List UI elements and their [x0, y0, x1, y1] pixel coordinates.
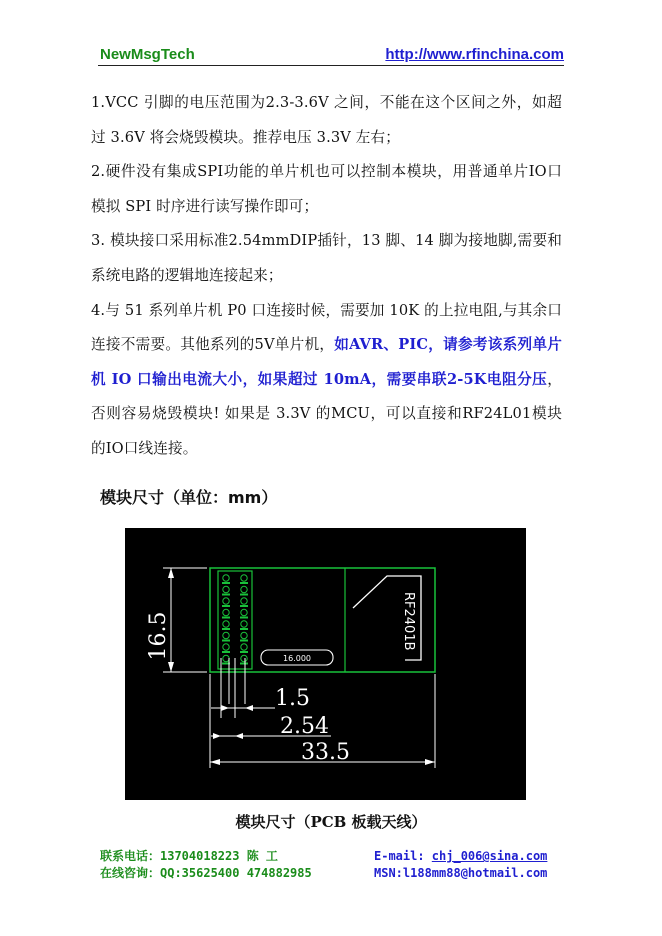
pin-pad [223, 632, 229, 638]
footer-phone: 联系电话：13704018223 陈 工 [100, 849, 278, 863]
dim-1-5-arrow-left [221, 705, 229, 711]
pin-mark [222, 582, 230, 584]
pin-pad [241, 586, 247, 592]
dim-2-54-arrow-left [213, 733, 221, 739]
pin-mark [240, 628, 248, 630]
email-link[interactable]: chj_006@sina.com [431, 849, 548, 863]
crystal-label: 16.000 [283, 654, 311, 663]
pin-mark [240, 651, 248, 653]
pin-pad [223, 575, 229, 581]
pin-pad [241, 644, 247, 650]
note-paragraph-4: 4.与 51 系列单片机 P0 口连接时候，需要加 10K 的上拉电阻,与其余口连接不需要。其他系列的5V单片机，如AVR、PIC，请参考该系列单片机 IO 口输出电流大小，如果超过 10mA，需要串联2-5K电阻分压，否则容易烧毁模块! 如果是 3.3V 的MCU，可以直接和RF24L01模块的IO口线连接。 [91, 301, 562, 457]
pin-pad [241, 632, 247, 638]
height-label: 16.5 [146, 611, 171, 661]
pin-mark [240, 617, 248, 619]
pin-pad [241, 621, 247, 627]
module-dimension-drawing [125, 528, 526, 800]
warning-highlight: 如AVR、PIC，请参考该系列单片机 IO 口输出电流大小，如果超过 10mA，需要串联2-5K电阻分压 [91, 336, 562, 388]
pin-pad [223, 644, 229, 650]
pin-mark [240, 605, 248, 607]
page-header [98, 46, 564, 66]
pin-pad [223, 609, 229, 615]
pin-mark [222, 617, 230, 619]
note-paragraph-3: 3. 模块接口采用标准2.54mmDIP插针，13 脚、14 脚为接地脚,需要和系统电路的逻辑地连接起来； [91, 232, 562, 284]
pin-pad [223, 655, 229, 661]
pin-mark [240, 640, 248, 642]
pin-pad [223, 621, 229, 627]
height-arrow-top [168, 568, 174, 578]
footer-online [374, 848, 574, 882]
brand-name: NewMsgTech [100, 46, 195, 63]
pin-header [218, 571, 252, 669]
pin-pad [241, 575, 247, 581]
dim-33-5-arrow-right [425, 759, 435, 765]
dimension-svg [125, 528, 526, 800]
pin-pad [241, 609, 247, 615]
footer-email: E-mail: chj_006@sina.com [374, 849, 548, 863]
pin-pad [223, 598, 229, 604]
note-paragraph-2: 2.硬件没有集成SPI功能的单片机也可以控制本模块，用普通单片IO口模拟 SPI 时序进行读写操作即可； [91, 163, 562, 215]
pin-mark [240, 594, 248, 596]
pin-pad [241, 655, 247, 661]
dim-33-5-label: 33.5 [301, 740, 350, 765]
pin-mark [222, 605, 230, 607]
pin-mark [222, 651, 230, 653]
dim-2-54-arrow-right [235, 733, 243, 739]
dim-2-54-label: 2.54 [280, 714, 329, 739]
footer-contact [100, 848, 370, 882]
footer-msn: MSN:l188mm88@hotmail.com [374, 866, 548, 880]
pin-pad [223, 586, 229, 592]
height-arrow-bottom [168, 662, 174, 672]
pin-mark [240, 663, 248, 665]
dim-33-5-arrow-left [210, 759, 220, 765]
pin-grid [222, 575, 248, 665]
pin-mark [222, 594, 230, 596]
pin-mark [240, 582, 248, 584]
dim-1-5-label: 1.5 [275, 686, 310, 711]
pin-mark [222, 640, 230, 642]
antenna-label: RF2401B [401, 592, 416, 651]
website-link[interactable]: http://www.rfinchina.com [385, 46, 564, 63]
note-paragraph-1: 1.VCC 引脚的电压范围为2.3-3.6V 之间，不能在这个区间之外，如超过 3.6V 将会烧毁模块。推荐电压 3.3V 左右； [91, 94, 562, 146]
header-divider [98, 65, 564, 66]
figure-caption: 模块尺寸（PCB 板载天线） [235, 813, 427, 831]
notes-body [91, 86, 562, 467]
pin-pad [241, 598, 247, 604]
footer-qq: 在线咨询：QQ:35625400 474882985 [100, 866, 312, 880]
pin-mark [222, 628, 230, 630]
dim-1-5-arrow-right [245, 705, 253, 711]
section-title: 模块尺寸（单位：mm） [100, 488, 278, 507]
